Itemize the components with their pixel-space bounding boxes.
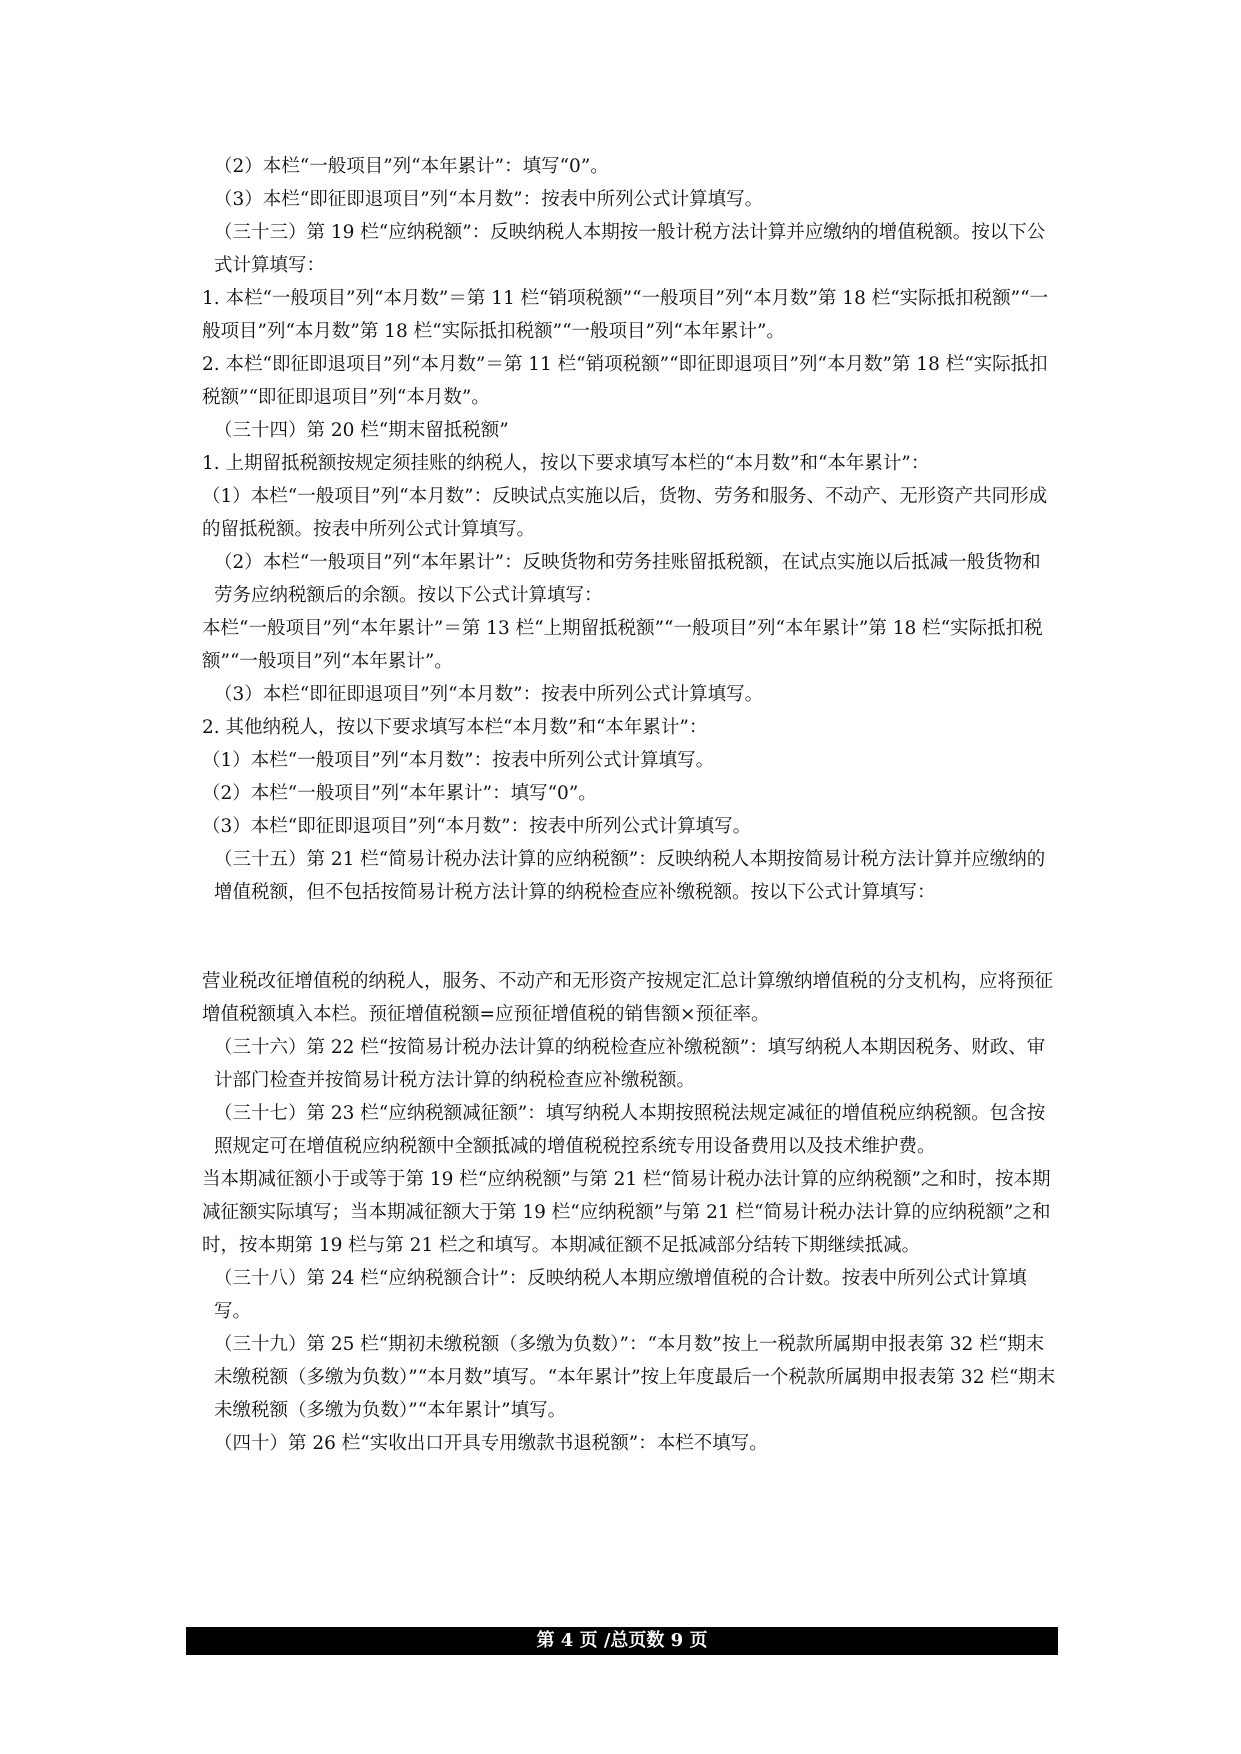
paragraph: （3）本栏“即征即退项目”列“本月数”：按表中所列公式计算填写。: [214, 189, 764, 210]
paragraph: （三十五）第 21 栏“简易计税办法计算的应纳税额”：反映纳税人本期按简易计税方法计算并应缴纳的增值税额，但不包括按简易计税方法计算的纳税检查应补缴税额。按以下公式计算填写：: [214, 849, 1046, 903]
paragraph: （三十六）第 22 栏“按简易计税办法计算的纳税检查应补缴税额”：填写纳税人本期因税务、财政、审计部门检查并按简易计税方法计算的纳税检查应补缴税额。: [214, 1037, 1046, 1091]
section-before-gap: [188, 150, 1058, 909]
paragraph: 营业税改征增值税的纳税人，服务、不动产和无形资产按规定汇总计算缴纳增值税的分支机构，应将预征增值税额填入本栏。预征增值税额=应预征增值税的销售额×预征率。: [202, 971, 1054, 1025]
page-footer: 第 4 页 /总页数 9 页: [186, 1627, 1058, 1655]
paragraph: 本栏“一般项目”列“本年累计”＝第 13 栏“上期留抵税额”“一般项目”列“本年累计”第 18 栏“实际抵扣税额”“一般项目”列“本年累计”。: [202, 618, 1043, 672]
paragraph: （2）本栏“一般项目”列“本年累计”：填写“0”。: [214, 156, 609, 177]
paragraph: （3）本栏“即征即退项目”列“本月数”：按表中所列公式计算填写。: [214, 684, 764, 705]
paragraph: （三十八）第 24 栏“应纳税额合计”：反映纳税人本期应缴增值税的合计数。按表中所列公式计算填写。: [214, 1268, 1027, 1322]
document-body: [188, 150, 1058, 1460]
paragraph: （1）本栏“一般项目”列“本月数”：按表中所列公式计算填写。: [202, 750, 715, 771]
paragraph: （三十四）第 20 栏“期末留抵税额”: [214, 420, 509, 441]
paragraph: 1. 本栏“一般项目”列“本月数”＝第 11 栏“销项税额”“一般项目”列“本月数”第 18 栏“实际抵扣税额”“一般项目”列“本月数”第 18 栏“实际抵扣税额”“一般项目”列“本年累计”。: [202, 288, 1049, 342]
paragraph: 当本期减征额小于或等于第 19 栏“应纳税额”与第 21 栏“简易计税办法计算的应纳税额”之和时，按本期减征额实际填写；当本期减征额大于第 19 栏“应纳税额”与第 21 栏“简易计税办法计算的应纳税额”之和时，按本期第 19 栏与第 21 栏之和填写。本期减征额不足抵减部分结转下期继续抵减。: [202, 1169, 1051, 1256]
paragraph: 2. 本栏“即征即退项目”列“本月数”＝第 11 栏“销项税额”“即征即退项目”列“本月数”第 18 栏“实际抵扣税额”“即征即退项目”列“本月数”。: [202, 354, 1048, 408]
paragraph: （三十七）第 23 栏“应纳税额减征额”：填写纳税人本期按照税法规定减征的增值税应纳税额。包含按照规定可在增值税应纳税额中全额抵减的增值税税控系统专用设备费用以及技术维护费。: [214, 1103, 1046, 1157]
paragraph: （1）本栏“一般项目”列“本月数”：反映试点实施以后，货物、劳务和服务、不动产、无形资产共同形成的留抵税额。按表中所列公式计算填写。: [202, 486, 1048, 540]
paragraph: 1. 上期留抵税额按规定须挂账的纳税人，按以下要求填写本栏的“本月数”和“本年累计”：: [202, 453, 930, 474]
paragraph: （2）本栏“一般项目”列“本年累计”：反映货物和劳务挂账留抵税额，在试点实施以后抵减一般货物和劳务应纳税额后的余额。按以下公式计算填写：: [214, 552, 1041, 606]
section-after-gap: [188, 965, 1058, 1460]
paragraph: 2. 其他纳税人，按以下要求填写本栏“本月数”和“本年累计”：: [202, 717, 708, 738]
paragraph: （2）本栏“一般项目”列“本年累计”：填写“0”。: [202, 783, 597, 804]
paragraph: （3）本栏“即征即退项目”列“本月数”：按表中所列公式计算填写。: [202, 816, 752, 837]
paragraph: （四十）第 26 栏“实收出口开具专用缴款书退税额”：本栏不填写。: [214, 1433, 768, 1454]
paragraph: （三十三）第 19 栏“应纳税额”：反映纳税人本期按一般计税方法计算并应缴纳的增值税额。按以下公式计算填写：: [214, 222, 1046, 276]
blank-gap: [188, 909, 1058, 965]
paragraph: （三十九）第 25 栏“期初未缴税额（多缴为负数）”：“本月数”按上一税款所属期申报表第 32 栏“期末未缴税额（多缴为负数）”“本月数”填写。“本年累计”按上年度最后一个税款所属期申报表第 32 栏“期末未缴税额（多缴为负数）”“本年累计”填写。: [214, 1334, 1056, 1421]
